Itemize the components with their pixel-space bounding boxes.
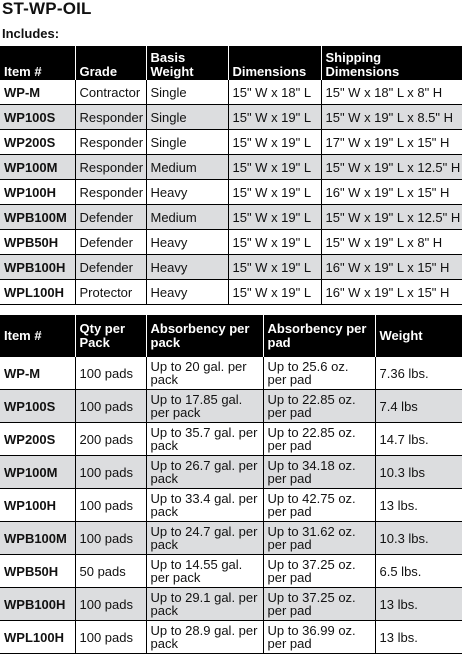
table-header-row — [0, 46, 462, 80]
item-number-cell: WP100M — [0, 456, 75, 489]
item-number-cell: WPB100M — [0, 205, 75, 230]
table-row — [0, 280, 462, 305]
item-number-cell: WP200S — [0, 130, 75, 155]
table-cell: Contractor — [75, 80, 146, 105]
table-cell: 15" W x 19" L — [228, 180, 321, 205]
item-number-cell: WPB50H — [0, 555, 75, 588]
table-row — [0, 255, 462, 280]
table-cell: 100 pads — [75, 621, 146, 654]
table-cell: Responder — [75, 105, 146, 130]
includes-label: Includes: — [2, 26, 60, 41]
item-number-cell: WP100S — [0, 105, 75, 130]
table-cell: 15" W x 19" L — [228, 205, 321, 230]
table-row — [0, 155, 462, 180]
column-header: Item # — [0, 315, 75, 357]
item-number-cell: WPL100H — [0, 621, 75, 654]
item-number-cell: WP100S — [0, 390, 75, 423]
item-number-cell: WPB50H — [0, 230, 75, 255]
specifications-table — [0, 46, 462, 305]
item-number-cell: WP200S — [0, 423, 75, 456]
table-cell: 6.5 lbs. — [375, 555, 462, 588]
item-number-cell: WPB100H — [0, 588, 75, 621]
table-row — [0, 489, 462, 522]
item-number-cell: WP100H — [0, 489, 75, 522]
table-row — [0, 105, 462, 130]
column-header: Absorbency per pack — [146, 315, 263, 357]
table-row — [0, 555, 462, 588]
item-number-cell: WP-M — [0, 357, 75, 390]
table-cell: Single — [146, 130, 228, 155]
table-cell: 15" W x 19" L — [228, 230, 321, 255]
table-cell: 15" W x 19" L x 8" H — [321, 230, 462, 255]
item-number-cell: WPB100M — [0, 522, 75, 555]
column-header: Grade — [75, 46, 146, 80]
table-cell: Up to 14.55 gal. per pack — [146, 555, 263, 588]
table-cell: Single — [146, 80, 228, 105]
table-cell: 7.4 lbs — [375, 390, 462, 423]
table-cell: 14.7 lbs. — [375, 423, 462, 456]
table-cell: 15" W x 19" L x 12.5" H — [321, 205, 462, 230]
column-header: Weight — [375, 315, 462, 357]
table-cell: Up to 37.25 oz. per pad — [263, 588, 375, 621]
table-cell: Up to 29.1 gal. per pack — [146, 588, 263, 621]
table-cell: Up to 20 gal. per pack — [146, 357, 263, 390]
table-cell: Responder — [75, 180, 146, 205]
column-header: Shipping Dimensions — [321, 46, 462, 80]
table-body — [0, 357, 462, 654]
absorbency-table — [0, 315, 462, 654]
table-cell: Heavy — [146, 180, 228, 205]
table-cell: Responder — [75, 130, 146, 155]
table-cell: 15" W x 19" L — [228, 255, 321, 280]
table-row — [0, 80, 462, 105]
table-cell: 100 pads — [75, 522, 146, 555]
column-header: Basis Weight — [146, 46, 228, 80]
table-cell: 100 pads — [75, 489, 146, 522]
table-cell: 16" W x 19" L x 15" H — [321, 255, 462, 280]
column-header: Qty per Pack — [75, 315, 146, 357]
table-cell: Single — [146, 105, 228, 130]
table-cell: Up to 22.85 oz. per pad — [263, 423, 375, 456]
table-cell: Up to 42.75 oz. per pad — [263, 489, 375, 522]
table-cell: Heavy — [146, 280, 228, 305]
table-cell: 13 lbs. — [375, 621, 462, 654]
item-number-cell: WP100M — [0, 155, 75, 180]
table-cell: 15" W x 18" L — [228, 80, 321, 105]
table-cell: 100 pads — [75, 456, 146, 489]
table-row — [0, 423, 462, 456]
table-cell: Up to 26.7 gal. per pack — [146, 456, 263, 489]
table-row — [0, 522, 462, 555]
table-cell: 100 pads — [75, 357, 146, 390]
table-cell: 15" W x 18" L x 8" H — [321, 80, 462, 105]
table-row — [0, 456, 462, 489]
table-cell: 10.3 lbs — [375, 456, 462, 489]
column-header: Absorbency per pad — [263, 315, 375, 357]
page-title: ST-WP-OIL — [2, 0, 92, 18]
table-row — [0, 130, 462, 155]
table-cell: 13 lbs. — [375, 588, 462, 621]
table-cell: 15" W x 19" L x 8.5" H — [321, 105, 462, 130]
column-header: Dimensions — [228, 46, 321, 80]
table-row — [0, 357, 462, 390]
item-number-cell: WP100H — [0, 180, 75, 205]
item-number-cell: WPB100H — [0, 255, 75, 280]
table-cell: Up to 34.18 oz. per pad — [263, 456, 375, 489]
table-row — [0, 621, 462, 654]
table-cell: Medium — [146, 155, 228, 180]
item-number-cell: WP-M — [0, 80, 75, 105]
table-cell: 15" W x 19" L — [228, 155, 321, 180]
table-cell: Up to 35.7 gal. per pack — [146, 423, 263, 456]
table-cell: Up to 28.9 gal. per pack — [146, 621, 263, 654]
table-cell: Up to 37.25 oz. per pad — [263, 555, 375, 588]
table-cell: Up to 25.6 oz. per pad — [263, 357, 375, 390]
table-cell: Defender — [75, 230, 146, 255]
table-row — [0, 588, 462, 621]
table-cell: 15" W x 19" L — [228, 130, 321, 155]
table-cell: Defender — [75, 255, 146, 280]
table-row — [0, 230, 462, 255]
table-cell: 15" W x 19" L — [228, 105, 321, 130]
table-cell: Up to 17.85 gal. per pack — [146, 390, 263, 423]
table-cell: Up to 31.62 oz. per pad — [263, 522, 375, 555]
table-row — [0, 180, 462, 205]
table-cell: 100 pads — [75, 588, 146, 621]
table-header-row — [0, 315, 462, 357]
table-cell: 17" W x 19" L x 15" H — [321, 130, 462, 155]
column-header: Item # — [0, 46, 75, 80]
table-cell: Medium — [146, 205, 228, 230]
table-cell: Heavy — [146, 255, 228, 280]
table-cell: 7.36 lbs. — [375, 357, 462, 390]
table-cell: 13 lbs. — [375, 489, 462, 522]
table-cell: 200 pads — [75, 423, 146, 456]
table-cell: Up to 22.85 oz. per pad — [263, 390, 375, 423]
table-body — [0, 80, 462, 305]
table-cell: 16" W x 19" L x 15" H — [321, 280, 462, 305]
table-cell: Up to 33.4 gal. per pack — [146, 489, 263, 522]
table-cell: 10.3 lbs. — [375, 522, 462, 555]
table-cell: Defender — [75, 205, 146, 230]
item-number-cell: WPL100H — [0, 280, 75, 305]
table-cell: 15" W x 19" L x 12.5" H — [321, 155, 462, 180]
table-cell: 100 pads — [75, 390, 146, 423]
table-cell: Protector — [75, 280, 146, 305]
table-cell: Responder — [75, 155, 146, 180]
table-cell: Heavy — [146, 230, 228, 255]
table-row — [0, 205, 462, 230]
table-cell: 50 pads — [75, 555, 146, 588]
table-cell: 15" W x 19" L — [228, 280, 321, 305]
table-cell: Up to 36.99 oz. per pad — [263, 621, 375, 654]
table-cell: Up to 24.7 gal. per pack — [146, 522, 263, 555]
table-row — [0, 390, 462, 423]
table-cell: 16" W x 19" L x 15" H — [321, 180, 462, 205]
